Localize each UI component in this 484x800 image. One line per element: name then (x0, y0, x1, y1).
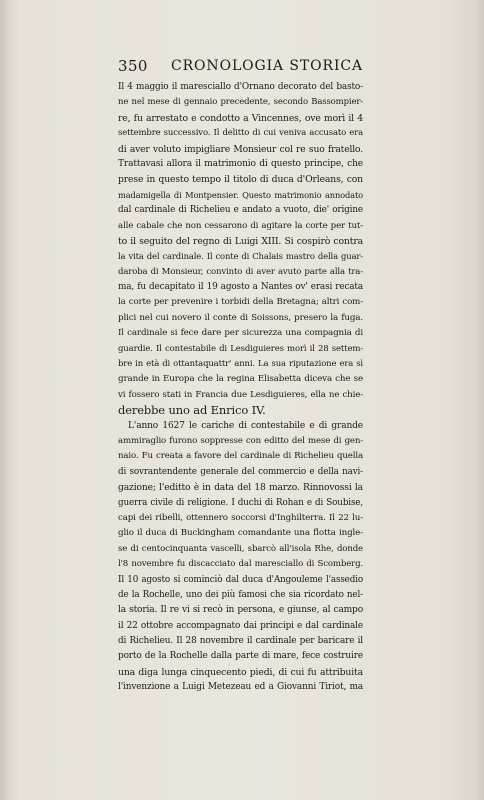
text-line: Il 4 maggio il maresciallo d'Ornano decorato del basto- (118, 82, 363, 92)
text-line: naio. Fu creata a favore del cardinale di Richelieu quella (118, 451, 363, 462)
text-line: porto de la Rochelle dalla parte di mare, fece costruire (118, 651, 363, 662)
text-line: dal cardinale di Richelieu e andato a vuoto, die' origine (118, 205, 363, 216)
text-line: la corte per prevenire i torbidi della Bretagna; altri com- (118, 297, 363, 308)
text-line: di aver voluto impigliare Monsieur col re suo fratello. (118, 143, 363, 155)
text-line: plici nel cui novero il conte di Soissons, presero la fuga. (118, 312, 363, 323)
text-line: madamigella di Montpensier. Questo matrimonio annodato (118, 189, 363, 200)
text-line: l'invenzione a Luigi Metezeau ed a Giovanni Tiriot, ma (118, 682, 363, 693)
text-line: di sovrantendente generale del commercio e della navi- (118, 466, 363, 477)
page-edge-shadow (476, 0, 484, 800)
text-line: il 22 ottobre accompagnato dai principi e dal cardinale (118, 620, 363, 631)
text-line: prese in questo tempo il titolo di duca d'Orleans, con (118, 174, 363, 186)
text-line: derebbe uno ad Enrico IV. (118, 403, 266, 418)
text-line: de la Rochelle, uno dei più famosi che sia ricordato nel- (118, 589, 363, 600)
text-line: la vita del cardinale. Il conte di Chalais mastro della guar- (118, 251, 363, 262)
text-line: ne nel mese di gennaio precedente, secondo Bassompier- (118, 97, 363, 108)
text-line: L'anno 1627 le cariche di contestabile e di grande (128, 420, 363, 431)
text-line: vi fossero stati in Francia due Lesdiguieres, ella ne chie- (118, 389, 363, 400)
text-line: capi dei ribelli, ottennero soccorsi d'Inghilterra. Il 22 lu- (118, 512, 363, 523)
text-line: to il seguito del regno di Luigi XIII. Si cospirò contra (118, 235, 363, 247)
text-line: ma, fu decapitato il 19 agosto a Nantes ov' erasi recata (118, 282, 363, 293)
text-line: grande in Europa che la regina Elisabetta diceva che se (118, 374, 363, 385)
page-gutter-shadow (0, 0, 8, 800)
text-line: di Richelieu. Il 28 novembre il cardinale per baricare il (118, 636, 363, 647)
text-line: Il cardinale si fece dare per sicurezza una compagnia di (118, 328, 363, 339)
text-line: gazione; l'editto è in data del 18 marzo. Rinnovossi la (118, 482, 363, 494)
text-line: daroba di Monsieur, convinto di aver avuto parte alla tra- (118, 266, 363, 277)
text-line: bre in età di ottantaquattr' anni. La sua riputazione era sì (118, 359, 363, 370)
text-line: guardie. Il contestabile di Lesdiguieres morì il 28 settem- (118, 343, 363, 354)
text-line: guerra civile di religione. I duchi di Rohan e di Soubise, (118, 497, 363, 508)
body-text (118, 80, 363, 696)
text-line: se di centocinquanta vascelli, sbarcò all'isola Rhe, donde (118, 543, 363, 554)
text-line: glio il duca di Buckingham comandante una flotta ingle- (118, 528, 363, 539)
text-line: l'8 novembre fu discacciato dal maresciallo di Scomberg. (118, 559, 363, 570)
page-number: 350 (118, 57, 148, 75)
text-line: Trattavasi allora il matrimonio di questo principe, che (118, 158, 363, 169)
text-line: re, fu arrestato e condotto a Vincennes, ove morì il 4 (118, 112, 363, 124)
text-line: settembre successivo. Il delitto di cui veniva accusato era (118, 128, 363, 139)
text-line: una diga lunga cinquecento piedi, di cui fu attribuita (118, 666, 363, 678)
text-line: ammiraglio furono soppresse con editto del mese di gen- (118, 435, 363, 446)
text-line: la storia. Il re vi si recò in persona, e giunse, al campo (118, 605, 363, 616)
text-line: Il 10 agosto si cominciò dal duca d'Angouleme l'assedio (118, 574, 363, 585)
page-header (118, 57, 363, 77)
text-line: alle cabale che non cessarono di agitare la corte per tut- (118, 220, 363, 231)
running-title: CRONOLOGIA STORICA (170, 58, 363, 74)
